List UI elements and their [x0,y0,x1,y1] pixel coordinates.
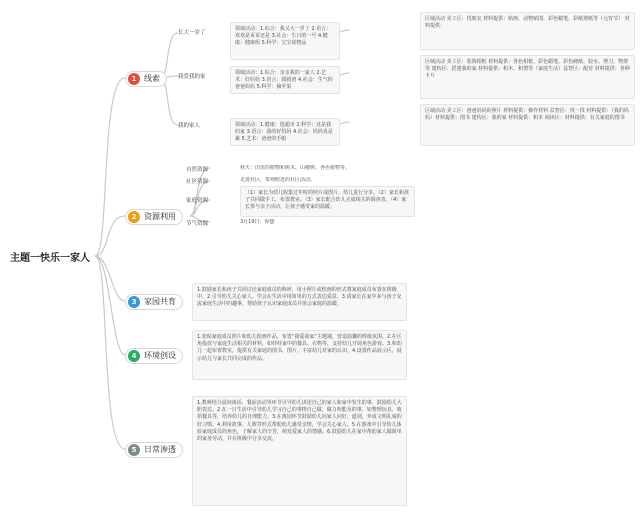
badge-3: 3 [128,296,140,308]
sub-topic-grow[interactable]: 长大一岁了 [178,30,206,36]
badge-2: 2 [128,211,140,223]
root-topic: 主题一快乐一家人 [10,253,90,264]
detail-region-1: 区域活动 美工区：找朋友 材料提供：贴画、动物贴图、彩色蜡笔、彩纸剪纸等（元宵节） 材料提供： [420,12,635,50]
sub-topic-family[interactable]: 我爱我的家 [178,74,206,80]
sub-community-resources[interactable]: 社区资源 [186,179,209,185]
note-solar: 3月19日：惊蛰 [240,219,275,225]
sub-topic-members[interactable]: 我的家人 [178,123,201,129]
note-environment: 1.张贴家庭成员照片和幼儿绘画作品，布置“我爱我家”主题墙，营造温馨的班级氛围。2.在区角投放与家庭生活相关的材料，如娃娃家中的餐具、衣物等，支持幼儿开展角色游戏。3.和幼儿一起布置教室，提供有关家庭的图书、图片，丰富幼儿对家的认识。4.设置作品展示区，展示幼儿与家长共同完成的作品。 [192,330,407,380]
sub-natural-resources[interactable]: 自然资源 [186,167,209,173]
branch-home-school[interactable] [125,294,183,310]
badge-5: 5 [128,444,140,456]
branch-daily[interactable] [125,442,183,458]
branch-environment[interactable] [125,348,183,364]
branch-resources[interactable] [125,209,183,225]
branch-label: 日常渗透 [144,445,176,454]
branch-label: 环境创设 [144,351,176,360]
sub-solar-term[interactable]: 节气资源 [186,221,209,227]
badge-1: 1 [128,73,140,85]
note-activities-3: 领域活动：1.健康：逛超市 2.科学：这是我的家 3.语言：我的好妈妈 4.社会：妈妈真是累 5.艺术：爸爸的手帕 [230,118,340,146]
branch-clues[interactable] [125,71,167,87]
detail-region-3: 区域活动 美工区：爸爸妈妈的照片 材料提供：操作材料 益智区：找一找 材料提供：（我的妈妈）材料提供：图书 建构区：我的家 材料提供：积木 阅读区：材料提供：有关家庭的图书 [420,104,635,146]
sub-family-resources[interactable]: 家庭资源 [186,198,209,204]
note-home-school: 1.鼓励家长和孩子共同讨论家庭成员的称呼，用小照片或绘画的形式将家庭成员布置在班级中。2.引导幼儿关心家人，学会在生活中用简单的方式表达爱意。3.请家长在家中多与孩子交流家庭生活中的趣事，帮助孩子认识家庭成员并体会家庭的温暖。 [192,283,407,321]
note-family: （1）家长为幼儿收集过年时的照片或图片，幼儿进行分享。（2）家长和孩子共同做手工，布置教室。（3）家长配合幼儿完成相关的调查表。（4）家长参与亲子活动，让孩子感受家的温暖。 [240,186,415,217]
detail-region-2: 区域活动 美工区：装饰相框 材料提供：各色相框、彩色蜡笔、彩色硬纸、胶水、剪刀、物架等 建构区：搭建我的家 材料提供：积木、积塑等（家庭生活）益智区：配对 材料提供：各种卡片 [420,55,635,99]
branch-label: 线索 [144,74,160,83]
note-community: 走进社区，参观附近的社区活动。 [240,177,316,183]
note-daily: 1.教师结合晨间谈话、餐前活动等环节引导幼儿讲述自己的家人和家中发生的事，鼓励幼儿大胆表达。2.在一日生活中引导幼儿学习自己的事情自己做，做力所能及的事，如整理玩具、收拾餐具等，培养幼儿的自理能力。3.在离园环节鼓励幼儿向家人问好、道别，养成文明礼貌的好习惯。4.利用故事、儿歌等形式帮助幼儿感受亲情，学会关心家人。5.在游戏中引导幼儿体验家庭成员的角色，了解家人的辛苦，萌发爱家人的情感。6.鼓励幼儿在家中帮助家人做简单的家务劳动，并在班级中分享交流。 [192,396,407,506]
note-activities-1: 领域活动：1.综合：我又大一岁了 2.语言：欢欢是哥哥还是 3.社会：生日的一号 4.健康：健康组 5.科学：宝宝说物品 [230,22,340,60]
note-activities-2: 领域活动：1.综合：亲亲我的一家人 2.艺术：好妈妈 3.语言：圆圆爸 4.社会：生气的爸爸妈妈 5.科学：摘苹果 [230,66,340,94]
branch-label: 资源利用 [144,212,176,221]
branch-label: 家园共育 [144,297,176,306]
badge-4: 4 [128,350,140,362]
note-natural: 秋天：田里的植物和树木、山楂树、各色植物等。 [240,165,351,171]
